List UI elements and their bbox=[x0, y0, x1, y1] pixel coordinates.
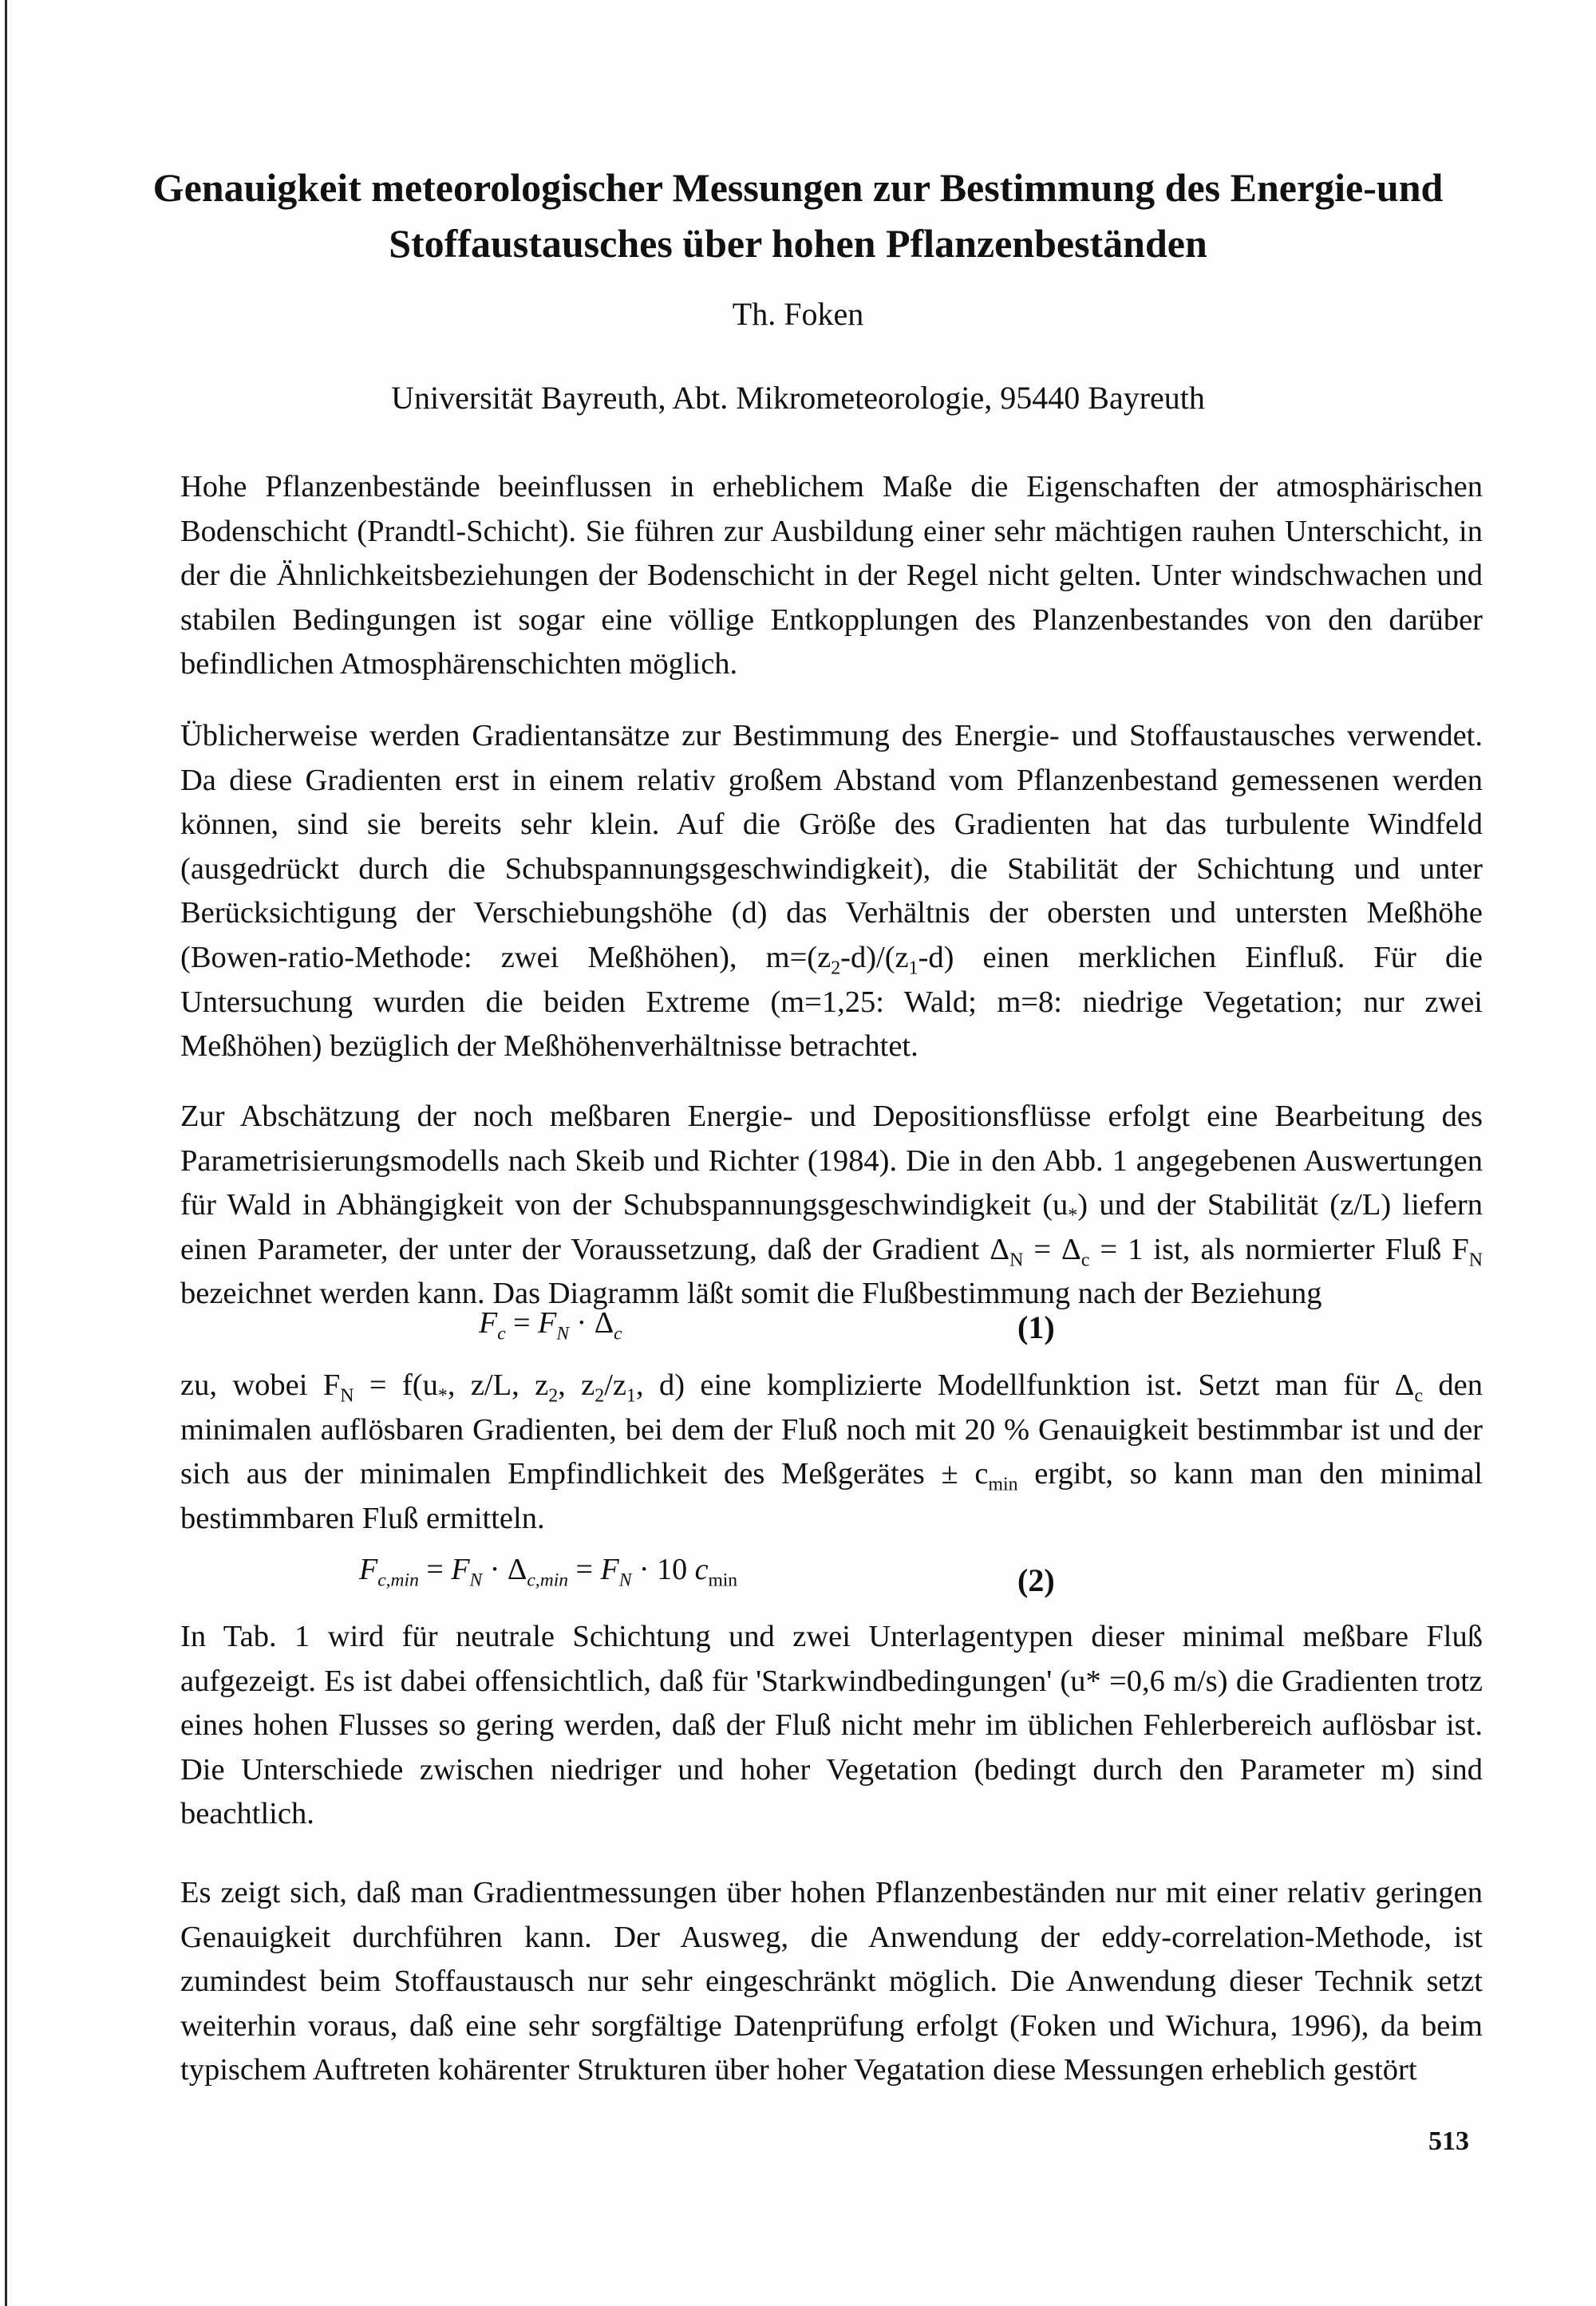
paper-title bbox=[120, 160, 1476, 271]
equation-1-number: (1) bbox=[1017, 1309, 1055, 1345]
paragraph-4: zu, wobei $F_N = f(u_*$, z/L, $z_2$, $z_2/z_1$, d) eine komplizierte Modellfunktion ist. Setzt man für $\Delta_c$ den minimalen auflösbaren Gradienten, bei dem der Fluß noch mit 20 % Genauigkeit bestimmbar ist und der sich aus der minimalen Empfindlichkeit des Meßgerätes ± $c_{min}$ ergibt, so kann man den minimal bestimmbaren Fluß ermitteln. bbox=[180, 1368, 1483, 1535]
title-line-1: Genauigkeit meteorologischer Messungen zur Bestimmung des Energie-und bbox=[152, 165, 1444, 210]
equation-1: $F_c = F_N \cdot \Delta_c$ bbox=[479, 1306, 622, 1345]
paragraph-6: Es zeigt sich, daß man Gradientmessungen über hohen Pflanzenbeständen nur mit einer relativ geringen Genauigkeit durchführen kann. Der Ausweg, die Anwendung der eddy-correlation-Methode, ist zumindest beim Stoffaustausch nur sehr eingeschränkt möglich. Die Anwendung dieser Technik setzt weiterhin voraus, daß eine sehr sorgfältige Datenprüfung erfolgt (Foken und Wichura, 1996), da beim typischem Auftreten kohärenter Strukturen über hoher Vegatation diese Messungen erheblich gestört bbox=[180, 1876, 1483, 2087]
page-number: 513 bbox=[1428, 2126, 1469, 2156]
equation-2-number: (2) bbox=[1017, 1562, 1055, 1598]
scan-edge-line bbox=[5, 0, 7, 2306]
equation-2: $F_{c,min} = F_N \cdot \Delta_{c,min} = F_N \cdot 10$ $c_{min}$ bbox=[359, 1553, 738, 1591]
paragraph-5: In Tab. 1 wird für neutrale Schichtung und zwei Unterlagentypen dieser minimal meßbare Fluß aufgezeigt. Es ist dabei offensichtlich, daß für 'Starkwindbedingungen' (u* =0,6 m/s) die Gradienten trotz eines hohen Flusses so gering werden, daß der Fluß nicht mehr im üblichen Fehlerbereich auflösbar ist. Die Unterschiede zwischen niedriger und hoher Vegetation (bedingt durch den Parameter m) sind beachtlich. bbox=[180, 1620, 1483, 1831]
title-line-2: Stoffaustausches über hohen Pflanzenbeständen bbox=[389, 221, 1207, 266]
paragraph-1: Hohe Pflanzenbestände beeinflussen in erheblichem Maße die Eigenschaften der atmosphärischen Bodenschicht (Prandtl-Schicht). Sie führen zur Ausbildung einer sehr mächtigen rauhen Unterschicht, in der die Ähnlichkeitsbeziehungen der Bodenschicht in der Regel nicht gelten. Unter windschwachen und stabilen Bedingungen ist sogar eine völlige Entkopplungen des Planzenbestandes von den darüber befindlichen Atmosphärenschichten möglich. bbox=[180, 470, 1483, 681]
affiliation: Universität Bayreuth, Abt. Mikrometeorologie, 95440 Bayreuth bbox=[391, 380, 1205, 416]
paragraph-3: Zur Abschätzung der noch meßbaren Energie- und Depositionsflüsse erfolgt eine Bearbeitung des Parametrisierungsmodells nach Skeib und Richter (1984). Die in den Abb. 1 angegebenen Auswertungen für Wald in Abhängigkeit von der Schubspannungsgeschwindigkeit $(u_*)$ und der Stabilität (z/L) liefern einen Parameter, der unter der Voraussetzung, daß der Gradient $\Delta_N = \Delta_c = 1$ ist, als normierter Fluß $F_N$ bezeichnet werden kann. Das Diagramm läßt somit die Flußbestimmung nach der Beziehung bbox=[180, 1100, 1483, 1311]
author: Th. Foken bbox=[732, 296, 864, 332]
paragraph-2: Üblicherweise werden Gradientansätze zur Bestimmung des Energie- und Stoffaustausches verwendet. Da diese Gradienten erst in einem relativ großem Abstand vom Pflanzenbestand gemessenen werden können, sind sie bereits sehr klein. Auf die Größe des Gradienten hat das turbulente Windfeld (ausgedrückt durch die Schubspannungsgeschwindigkeit), die Stabilität der Schichtung und unter Berücksichtigung der Verschiebungshöhe (d) das Verhältnis der obersten und untersten Meßhöhe (Bowen-ratio-Methode: zwei Meßhöhen), $m=(z_2-d)/(z_1-d)$ einen merklichen Einfluß. Für die Untersuchung wurden die beiden Extreme (m=1,25: Wald; m=8: niedrige Vegetation; nur zwei Meßhöhen) bezüglich der Meßhöhenverhältnisse betrachtet. bbox=[180, 719, 1483, 1064]
